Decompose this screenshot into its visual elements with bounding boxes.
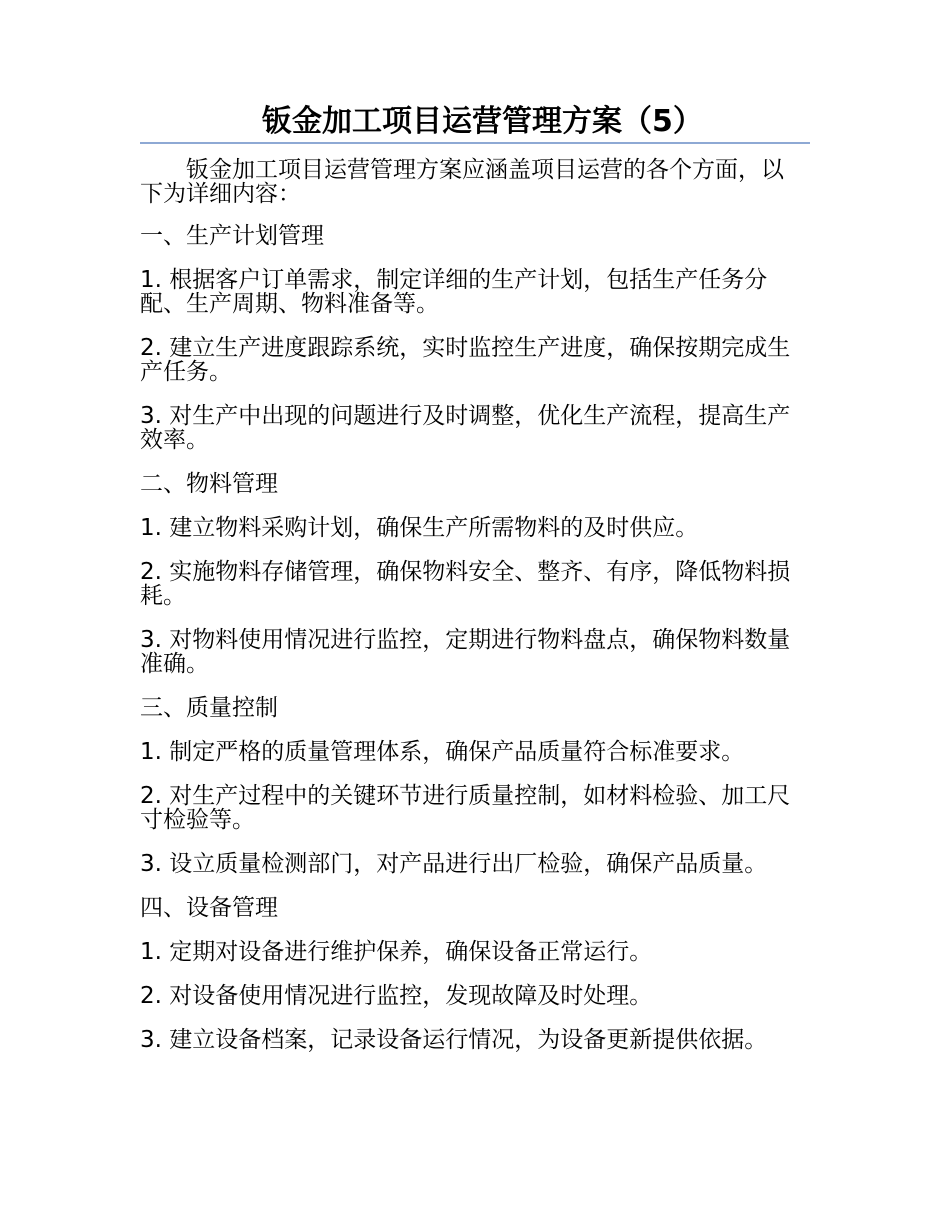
document-body <box>140 158 800 1072</box>
list-item: 3. 建立设备档案，记录设备运行情况，为设备更新提供依据。 <box>140 1027 768 1053</box>
list-item: 3. 对生产中出现的问题进行及时调整，优化生产流程，提高生产效率。 <box>140 403 791 453</box>
section-production-planning <box>140 224 800 452</box>
section-heading: 三、质量控制 <box>140 695 278 721</box>
title-block <box>140 100 810 144</box>
list-item: 1. 定期对设备进行维护保养，确保设备正常运行。 <box>140 939 653 965</box>
section-heading: 一、生产计划管理 <box>140 223 324 249</box>
document-title: 钣金加工项目运营管理方案（5） <box>262 104 703 139</box>
section-material-management <box>140 472 800 676</box>
section-heading: 二、物料管理 <box>140 471 278 497</box>
list-item: 2. 对设备使用情况进行监控，发现故障及时处理。 <box>140 983 653 1009</box>
list-item: 2. 实施物料存储管理，确保物料安全、整齐、有序，降低物料损耗。 <box>140 559 791 609</box>
section-equipment-management <box>140 896 800 1052</box>
list-item: 2. 对生产过程中的关键环节进行质量控制，如材料检验、加工尺寸检验等。 <box>140 783 791 833</box>
list-item: 2. 建立生产进度跟踪系统，实时监控生产进度，确保按期完成生产任务。 <box>140 335 791 385</box>
list-item: 3. 对物料使用情况进行监控，定期进行物料盘点，确保物料数量准确。 <box>140 627 791 677</box>
list-item: 1. 根据客户订单需求，制定详细的生产计划，包括生产任务分配、生产周期、物料准备等。 <box>140 267 768 317</box>
section-heading: 四、设备管理 <box>140 895 278 921</box>
list-item: 1. 建立物料采购计划，确保生产所需物料的及时供应。 <box>140 515 699 541</box>
intro-paragraph: 钣金加工项目运营管理方案应涵盖项目运营的各个方面，以下为详细内容： <box>140 157 784 207</box>
section-quality-control <box>140 696 800 876</box>
list-item: 3. 设立质量检测部门，对产品进行出厂检验，确保产品质量。 <box>140 851 768 877</box>
list-item: 1. 制定严格的质量管理体系，确保产品质量符合标准要求。 <box>140 739 745 765</box>
